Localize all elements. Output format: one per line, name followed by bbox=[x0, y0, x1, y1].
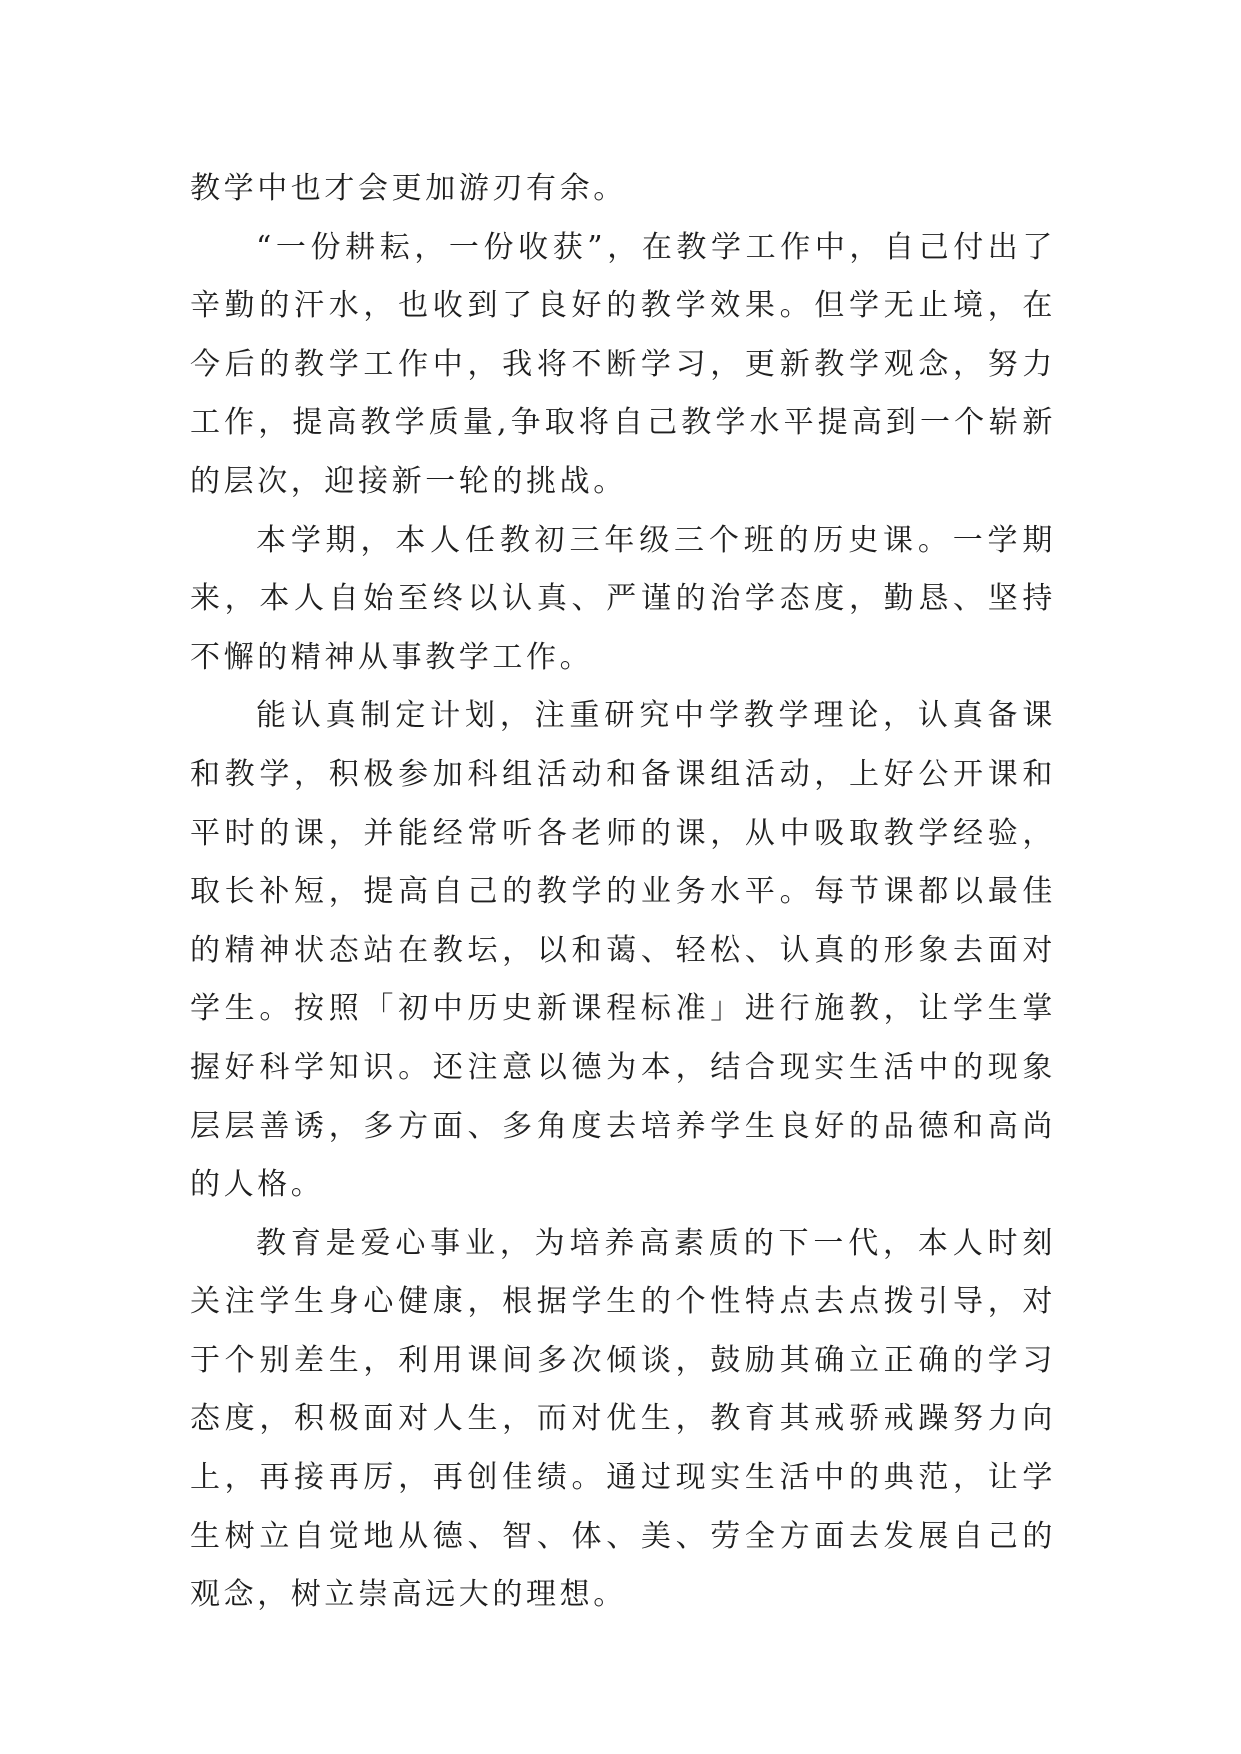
paragraph-education-care: 教育是爱心事业，为培养高素质的下一代，本人时刻关注学生身心健康，根据学生的个性特点去点拨引导，对于个别差生，利用课间多次倾谈，鼓励其确立正确的学习态度，积极面对人生，而对优生，教育其戒骄戒躁努力向上，再接再厉，再创佳绩。通过现实生活中的典范，让学生树立自觉地从德、智、体、美、劳全方面去发展自己的观念，树立崇高远大的理想。 bbox=[190, 1225, 1056, 1613]
paragraph-semester: 本学期，本人任教初三年级三个班的历史课。一学期来，本人自始至终以认真、严谨的治学态度，勤恳、坚持不懈的精神从事教学工作。 bbox=[190, 522, 1056, 675]
paragraph-continuation: 教学中也才会更加游刃有余。 bbox=[190, 171, 627, 206]
paragraph-teaching-plan: 能认真制定计划，注重研究中学教学理论，认真备课和教学，积极参加科组活动和备课组活动，上好公开课和平时的课，并能经常听各老师的课，从中吸取教学经验，取长补短，提高自己的教学的业务水平。每节课都以最佳的精神状态站在教坛，以和蔼、轻松、认真的形象去面对学生。按照「初中历史新课程标准」进行施教，让学生掌握好科学知识。还注意以德为本，结合现实生活中的现象层层善诱，多方面、多角度去培养学生良好的品德和高尚的人格。 bbox=[190, 698, 1056, 1203]
paragraph-harvest: “一份耕耘，一份收获”，在教学工作中，自己付出了辛勤的汗水，也收到了良好的教学效果。但学无止境，在今后的教学工作中，我将不断学习，更新教学观念，努力工作，提高教学质量,争取将自己教学水平提高到一个崭新的层次，迎接新一轮的挑战。 bbox=[190, 229, 1056, 499]
document-body bbox=[190, 160, 1056, 1625]
